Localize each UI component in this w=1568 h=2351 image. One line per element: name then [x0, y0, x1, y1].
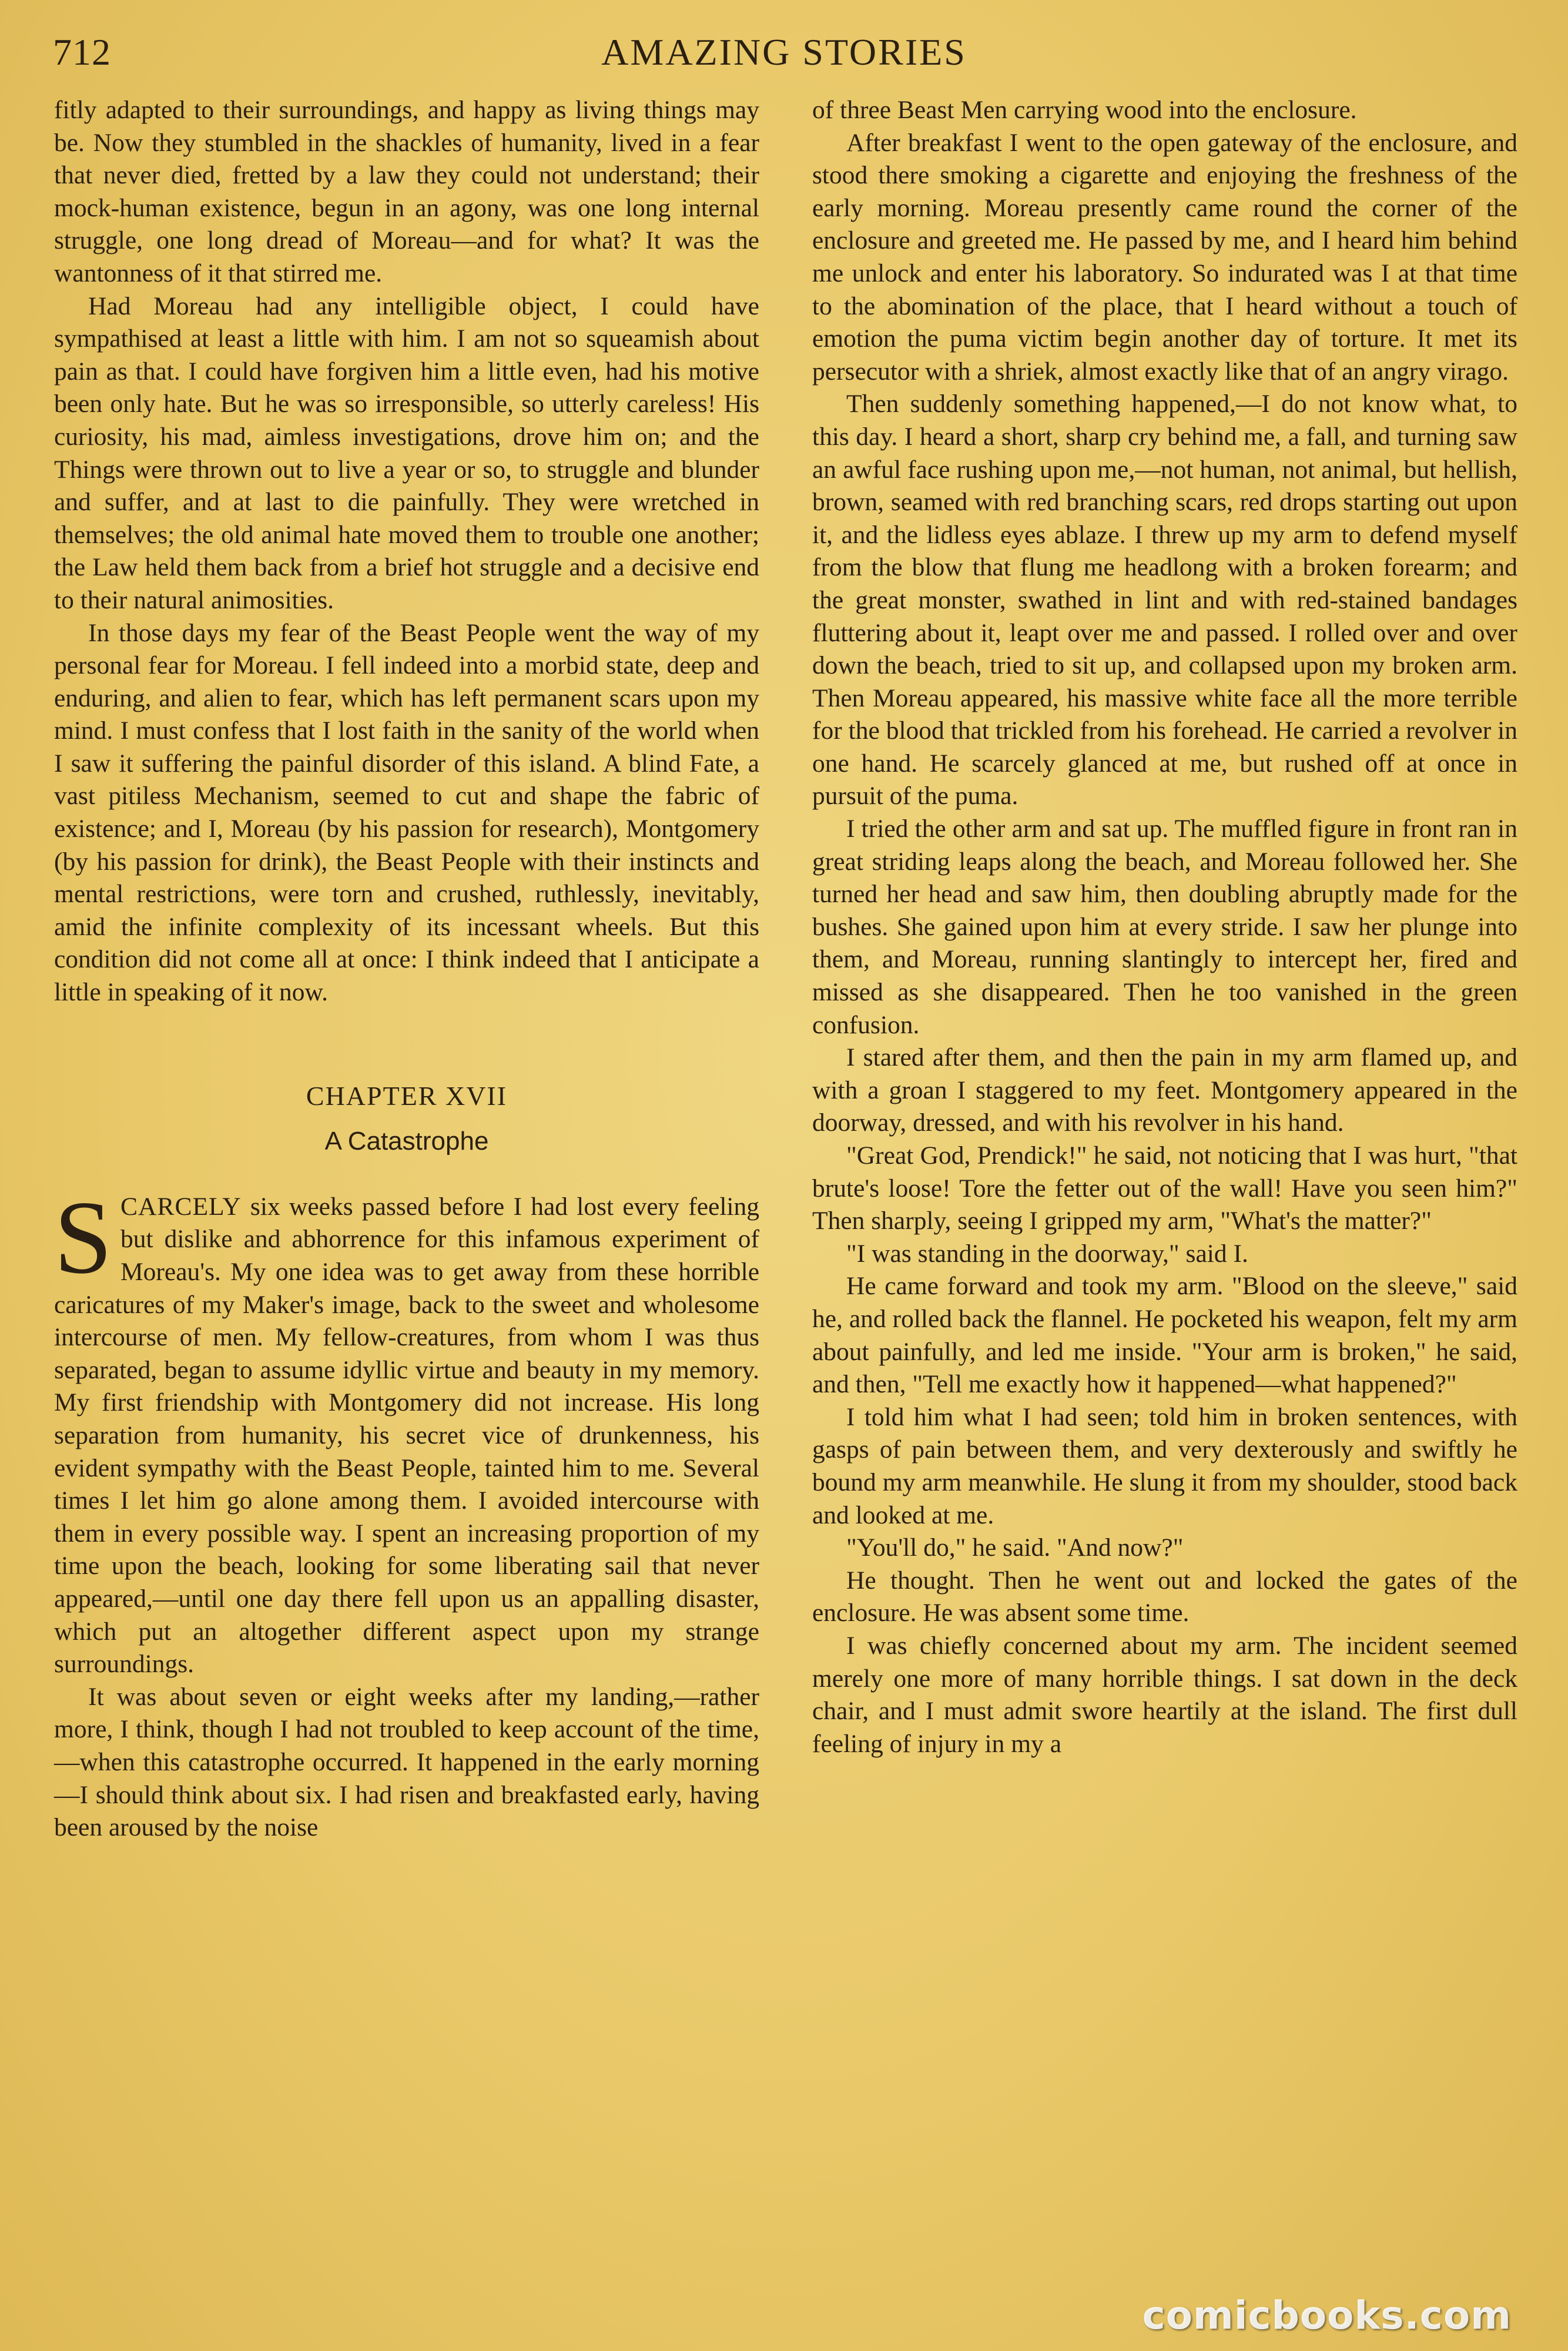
paragraph: It was about seven or eight weeks after my landing,—rather more, I think, though I had not troubled to keep account of the time,—when this catastrophe occurred. It happened in the early morning—I should think about six. I had risen and breakfasted early, having been aroused by the noise	[54, 1682, 759, 1842]
paragraph: He came forward and took my arm. "Blood on the sleeve," said he, and rolled back the flannel. He pocketed his weapon, felt my arm about painfully, and led me inside. "Your arm is broken," he said, and then, "Tell me exactly how it happened—what happened?"	[812, 1272, 1517, 1399]
paragraph: "I was standing in the doorway," said I.	[846, 1239, 1248, 1268]
drop-cap-letter: S	[54, 1178, 112, 1295]
paragraph: "Great God, Prendick!" he said, not noticing that I was hurt, "that brute's loose! Tore the fetter out of the wall! Have you seen him?" Then sharply, seeing I gripped my arm, "What's the matter?"	[812, 1141, 1517, 1235]
right-column	[812, 94, 1517, 2327]
paragraph: In those days my fear of the Beast People went the way of my personal fear for Moreau. I fell indeed into a morbid state, deep and enduring, and alien to fear, which has left permanent scars upon my mind. I must confess that I lost faith in the sanity of the world when I saw it suffering the painful disorder of this island. A blind Fate, a vast pitiless Mechanism, seemed to cut and shape the fabric of existence; and I, Moreau (by his passion for research), Montgomery (by his passion for drink), the Beast People with their instincts and mental restrictions, were torn and crushed, ruthlessly, inevitably, amid the infinite complexity of its incessant wheels. But this condition did not come all at once: I think indeed that I anticipate a little in speaking of it now.	[54, 618, 759, 1007]
watermark-logo: comicbooks.com	[1142, 2293, 1512, 2338]
page-number: 712	[53, 31, 111, 73]
page-header	[47, 31, 1521, 95]
paragraph: Had Moreau had any intelligible object, I could have sympathised at least a little with him. I am not so squeamish about pain as that. I could have forgiven him a little even, had his motive been only hate. But he was so irresponsible, so utterly careless! His curiosity, his mad, aimless investigations, drove him on; and the Things were thrown out to live a year or so, to struggle and blunder and suffer, and at last to die painfully. They were wretched in themselves; the old animal hate moved them to trouble one another; the Law held them back from a brief hot struggle and a decisive end to their natural animosities.	[54, 292, 759, 614]
opening-word: CARCELY	[120, 1192, 242, 1221]
paragraph: I stared after them, and then the pain in my arm flamed up, and with a groan I staggered to my feet. Montgomery appeared in the doorway, dressed, and with his revolver in his hand.	[812, 1043, 1517, 1137]
magazine-title: AMAZING STORIES	[601, 31, 967, 73]
paragraph: I tried the other arm and sat up. The muffled figure in front ran in great striding leaps along the beach, and Moreau followed her. She turned her head and saw him, then doubling abruptly made for the bushes. She gained upon him at every stride. I saw her plunge into them, and Moreau, running slantingly to intercept her, fired and missed as she disappeared. Then he too vanished in the green confusion.	[812, 815, 1517, 1039]
paragraph: I told him what I had seen; told him in broken sentences, with gasps of pain between them, and very dexterously and swiftly he bound my arm meanwhile. He slung it from my shoulder, stood back and looked at me.	[812, 1402, 1517, 1529]
chapter-subtitle: A Catastrophe	[324, 1127, 489, 1156]
left-column	[54, 94, 759, 2327]
text-columns	[54, 94, 1517, 2327]
chapter-title: CHAPTER XVII	[306, 1080, 508, 1111]
paragraph: He thought. Then he went out and locked the gates of the enclosure. He was absent some time.	[812, 1566, 1517, 1627]
paragraph: Then suddenly something happened,—I do not know what, to this day. I heard a short, sharp cry behind me, a fall, and turning saw an awful face rushing upon me,—not human, not animal, but hellish, brown, seamed with red branching scars, red drops starting out upon it, and the lidless eyes ablaze. I threw up my arm to defend myself from the blow that flung me headlong with a broken forearm; and the great monster, swathed in lint and with red-stained bandages fluttering about it, leapt over me and passed. I rolled over and over down the beach, tried to sit up, and collapsed upon my broken arm. Then Moreau appeared, his massive white face all the more terrible for the blood that trickled from his forehead. He carried a revolver in one hand. He scarcely glanced at me, but rushed off at once in pursuit of the puma.	[812, 390, 1517, 811]
chapter-opening-paragraph	[54, 1178, 759, 1681]
paragraph: "You'll do," he said. "And now?"	[846, 1533, 1184, 1562]
paragraph: of three Beast Men carrying wood into the enclosure.	[812, 96, 1357, 124]
paragraph: After breakfast I went to the open gateway of the enclosure, and stood there smoking a cigarette and enjoying the freshness of the early morning. Moreau presently came round the corner of the enclosure and greeted me. He passed by me, and I heard him behind me unlock and enter his laboratory. So indurated was I at that time to the abomination of the place, that I heard without a touch of emotion the puma victim begin another day of torture. It met its persecutor with a shriek, almost exactly like that of an angry virago.	[812, 128, 1517, 386]
paragraph: I was chiefly concerned about my arm. The incident seemed merely one more of many horrible things. I sat down in the deck chair, and I must admit swore heartily at the island. The first dull feeling of injury in my a	[812, 1631, 1517, 1758]
opening-text: six weeks passed before I had lost every feeling but dislike and abhorrence for this infamous experiment of Moreau's. My one idea was to get away from these horrible caricatures of my Maker's image, back to the sweet and wholesome intercourse of men. My fellow-creatures, from whom I was thus separated, began to assume idyllic virtue and beauty in my memory. My first friendship with Montgomery did not increase. His long separation from humanity, his secret vice of drunkenness, his evident sympathy with the Beast People, tainted him to me. Several times I let him go alone among them. I avoided intercourse with them in every possible way. I spent an increasing proportion of my time upon the beach, looking for some liberating sail that never appeared,—until one day there fell upon us an appalling disaster, which put an altogether different aspect upon my strange surroundings.	[54, 1192, 759, 1679]
paragraph: fitly adapted to their surroundings, and happy as living things may be. Now they stumbled in the shackles of humanity, lived in a fear that never died, fretted by a law they could not understand; their mock-human existence, begun in an agony, was one long internal struggle, one long dread of Moreau—and for what? It was the wantonness of it that stirred me.	[54, 96, 759, 287]
